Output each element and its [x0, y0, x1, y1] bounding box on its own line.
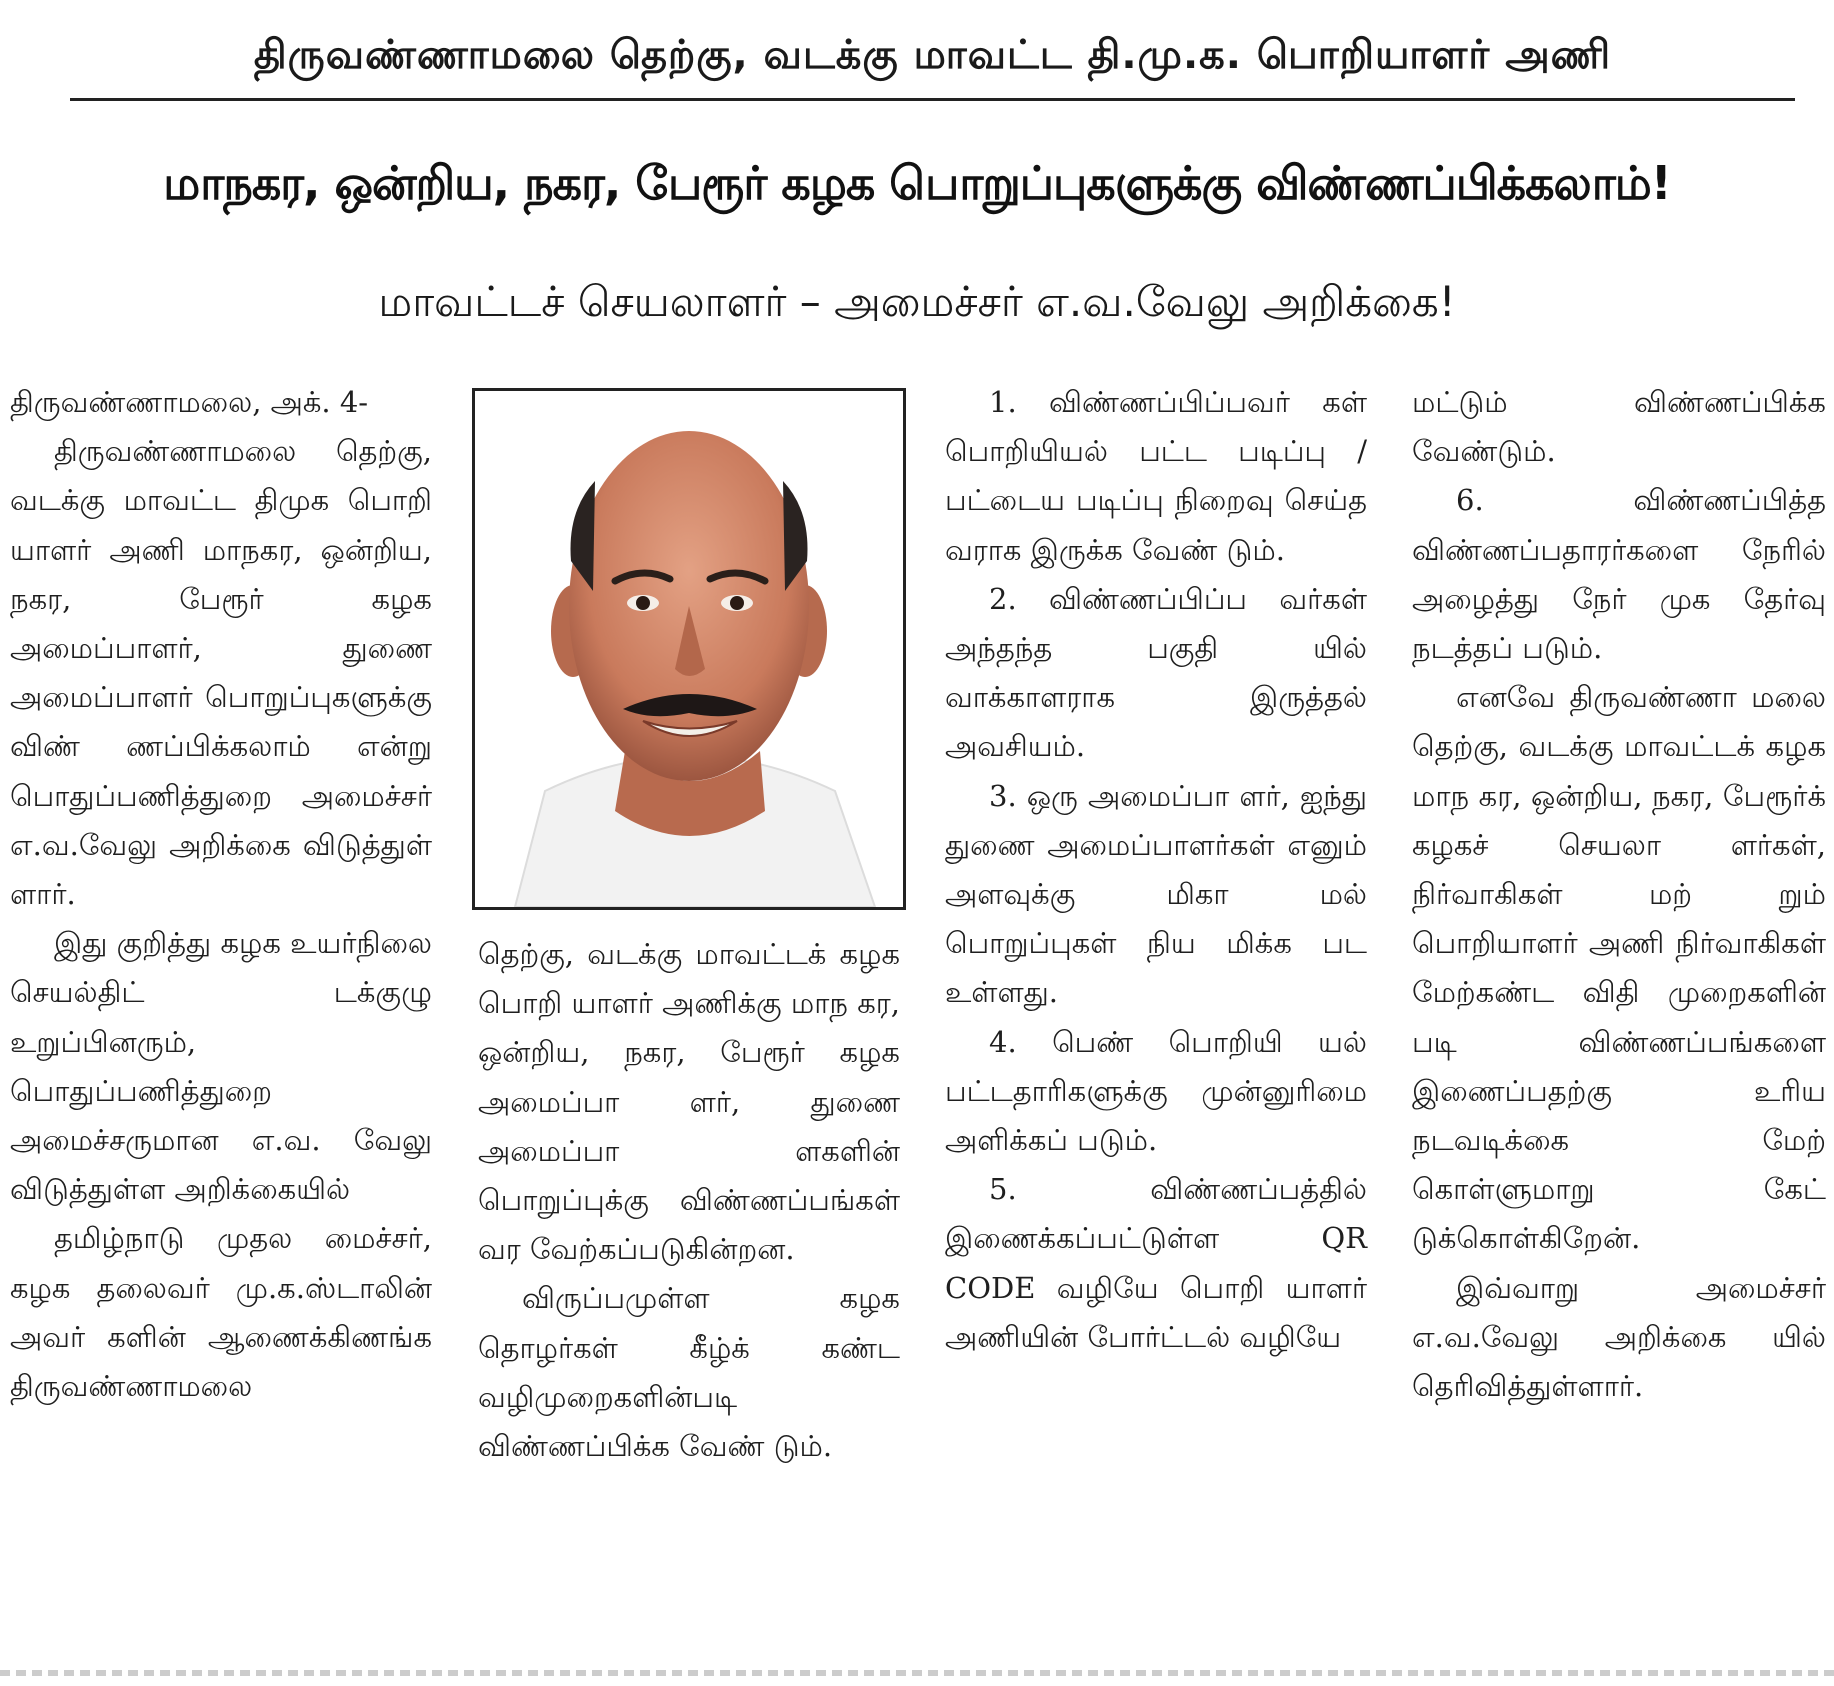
article-column-1 — [10, 378, 432, 1411]
article-column-4 — [1412, 378, 1826, 1411]
numbered-item: 3. ஒரு அமைப்பா ளர், ஐந்து துணை அமைப்பாளர்கள் எனும் அளவுக்கு மிகா மல் பொறுப்புகள் நிய மிக்க பட உள்ளது. — [945, 778, 1367, 1010]
paragraph: தமிழ்நாடு முதல மைச்சர், கழக தலைவர் மு.க.ஸ்டாலின் அவர் களின் ஆணைக்கிணங்க திருவண்ணாமலை — [10, 1221, 432, 1404]
dateline: திருவண்ணாமலை, அக். 4- — [10, 385, 369, 419]
paragraph: இது குறித்து கழக உயர்நிலை செயல்திட் டக்குழு உறுப்பினரும், பொதுப்பணித்துறை அமைச்சருமான எ.வ. வேலு விடுத்துள்ள அறிக்கையில் — [10, 926, 432, 1207]
portrait-illustration — [475, 391, 903, 907]
sub-headline: மாவட்டச் செயலாளர் – அமைச்சர் எ.வ.வேலு அறிக்கை! — [378, 277, 1456, 326]
numbered-item: 1. விண்ணப்பிப்பவர் கள் பொறியியல் பட்ட படிப்பு / பட்டைய படிப்பு நிறைவு செய்த வராக இருக்க வேண் டும். — [945, 385, 1367, 567]
portrait-photo — [472, 388, 906, 910]
paragraph: தெற்கு, வடக்கு மாவட்டக் கழக பொறி யாளர் அணிக்கு மாந கர, ஒன்றிய, நகர, பேரூர் கழக அமைப்பா ளர், துணை அமைப்பா ளகளின் பொறுப்புக்கு விண்ணப்பங்கள் வர வேற்கப்படுகின்றன. — [478, 937, 900, 1267]
numbered-item: 4. பெண் பொறியி யல் பட்டதாரிகளுக்கு முன்னுரிமை அளிக்கப் படும். — [945, 1024, 1367, 1158]
numbered-item: 6. விண்ணப்பித்த விண்ணப்பதாரர்களை நேரில் அழைத்து நேர் முக தேர்வு நடத்தப் படும். — [1412, 483, 1826, 666]
kicker-underline — [70, 98, 1795, 101]
main-headline: மாநகர, ஒன்றிய, நகர, பேரூர் கழக பொறுப்புகளுக்கு விண்ணப்பிக்கலாம்! — [163, 156, 1671, 210]
numbered-item: 2. விண்ணப்பிப்ப வர்கள் அந்தந்த பகுதி யில் வாக்காளராக இருத்தல் அவசியம். — [945, 581, 1367, 764]
paragraph: எனவே திருவண்ணா மலை தெற்கு, வடக்கு மாவட்டக் கழக மாந கர, ஒன்றிய, நகர, பேரூர்க் கழகச் செயலா ளர்கள், நிர்வாகிகள் மற் றும் பொறியாளர் அணி நிர்வாகிகள் மேற்கண்ட விதி முறைகளின் படி விண்ணப்பங்களை இணைப்பதற்கு உரிய நடவடிக்கை மேற் கொள்ளுமாறு கேட் டுக்கொள்கிறேன். — [1412, 680, 1826, 1256]
paragraph: மட்டும் விண்ணப்பிக்க வேண்டும். — [1412, 385, 1826, 469]
article-column-2 — [478, 930, 900, 1471]
article-column-3 — [945, 378, 1367, 1362]
paragraph: திருவண்ணாமலை தெற்கு, வடக்கு மாவட்ட திமுக பொறி யாளர் அணி மாநகர, ஒன்றிய, நகர, பேரூர் கழக அமைப்பாளர், துணை அமைப்பாளர் பொறுப்புகளுக்கு விண் ணப்பிக்கலாம் என்று பொதுப்பணித்துறை அமைச்சர் எ.வ.வேலு அறிக்கை விடுத்துள் ளார். — [10, 434, 432, 912]
paragraph: இவ்வாறு அமைச்சர் எ.வ.வேலு அறிக்கை யில் தெரிவித்துள்ளார். — [1412, 1270, 1826, 1404]
kicker-heading: திருவண்ணாமலை தெற்கு, வடக்கு மாவட்ட தி.மு.க. பொறியாளர் அணி — [253, 32, 1612, 78]
bottom-edge-divider — [0, 1670, 1834, 1676]
numbered-item: 5. விண்ணப்பத்தில் இணைக்கப்பட்டுள்ள QR CODE வழியே பொறி யாளர் அணியின் போர்ட்டல் வழியே — [945, 1172, 1367, 1354]
paragraph: விருப்பமுள்ள கழக தொழர்கள் கீழ்க் கண்ட வழிமுறைகளின்படி விண்ணப்பிக்க வேண் டும். — [478, 1281, 900, 1464]
